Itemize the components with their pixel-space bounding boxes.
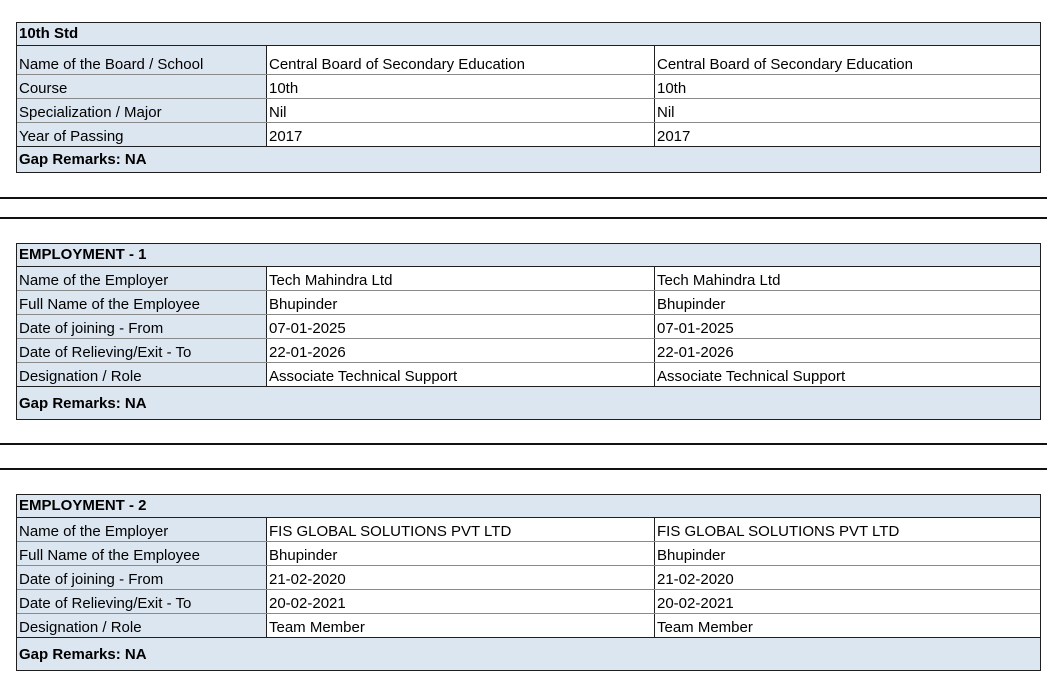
row-value-1: Bhupinder	[267, 542, 655, 565]
row-value-1: 22-01-2026	[267, 339, 655, 362]
row-value-2: Bhupinder	[657, 547, 726, 564]
row-value-1: 21-02-2020	[267, 566, 655, 589]
table-row	[17, 590, 1040, 614]
row-value-1: Nil	[267, 99, 655, 122]
table-row	[17, 75, 1040, 99]
row-value-2: Central Board of Secondary Education	[657, 56, 913, 73]
table-row	[17, 339, 1040, 363]
divider-line	[0, 217, 1047, 219]
row-label: Full Name of the Employee	[17, 542, 267, 565]
gap-remarks: Gap Remarks: NA	[17, 147, 1040, 172]
row-value-2: 21-02-2020	[657, 571, 734, 588]
table-row	[17, 614, 1040, 638]
row-value-2: 20-02-2021	[657, 595, 734, 612]
section-title: 10th Std	[17, 23, 1040, 46]
row-label: Specialization / Major	[17, 99, 267, 122]
table-row	[17, 46, 1040, 75]
row-value-2: 07-01-2025	[657, 320, 734, 337]
row-value-2: Associate Technical Support	[657, 368, 846, 385]
table-row	[17, 267, 1040, 291]
table-row	[17, 291, 1040, 315]
section-title: EMPLOYMENT - 2	[17, 495, 1040, 518]
row-label: Designation / Role	[17, 614, 267, 637]
table-row	[17, 566, 1040, 590]
row-value-2: Tech Mahindra Ltd	[657, 272, 781, 289]
section-title: EMPLOYMENT - 1	[17, 244, 1040, 267]
education-10th-section	[16, 22, 1041, 173]
row-value-1: Central Board of Secondary Education	[267, 46, 655, 74]
table-row	[17, 518, 1040, 542]
row-label: Date of joining - From	[17, 315, 267, 338]
row-value-2: Team Member	[657, 619, 753, 636]
divider-line	[0, 468, 1047, 470]
gap-remarks: Gap Remarks: NA	[17, 638, 1040, 670]
row-value-2: Nil	[657, 104, 675, 121]
row-value-1: 07-01-2025	[267, 315, 655, 338]
row-label: Name of the Employer	[17, 267, 267, 290]
row-label: Name of the Employer	[17, 518, 267, 541]
row-value-2: 2017	[657, 128, 691, 145]
row-value-2: Bhupinder	[657, 296, 726, 313]
table-row	[17, 542, 1040, 566]
gap-remarks: Gap Remarks: NA	[17, 387, 1040, 419]
row-value-1: 20-02-2021	[267, 590, 655, 613]
table-row	[17, 99, 1040, 123]
row-value-1: 10th	[267, 75, 655, 98]
row-label: Date of Relieving/Exit - To	[17, 339, 267, 362]
row-value-2: FIS GLOBAL SOLUTIONS PVT LTD	[657, 523, 900, 540]
row-value-2: 22-01-2026	[657, 344, 734, 361]
row-value-1: 2017	[267, 123, 655, 146]
row-value-1: Bhupinder	[267, 291, 655, 314]
row-value-1: Team Member	[267, 614, 655, 637]
row-label: Designation / Role	[17, 363, 267, 386]
row-label: Course	[17, 75, 267, 98]
row-value-1: Tech Mahindra Ltd	[267, 267, 655, 290]
row-label: Year of Passing	[17, 123, 267, 146]
divider-line	[0, 197, 1047, 199]
row-label: Date of joining - From	[17, 566, 267, 589]
row-value-2: 10th	[657, 80, 687, 97]
row-value-1: Associate Technical Support	[267, 363, 655, 386]
employment-1-section	[16, 243, 1041, 420]
row-label: Name of the Board / School	[17, 46, 267, 74]
table-row	[17, 363, 1040, 387]
row-label: Full Name of the Employee	[17, 291, 267, 314]
divider-line	[0, 443, 1047, 445]
employment-2-section	[16, 494, 1041, 671]
row-value-1: FIS GLOBAL SOLUTIONS PVT LTD	[267, 518, 655, 541]
row-label: Date of Relieving/Exit - To	[17, 590, 267, 613]
table-row	[17, 123, 1040, 147]
table-row	[17, 315, 1040, 339]
